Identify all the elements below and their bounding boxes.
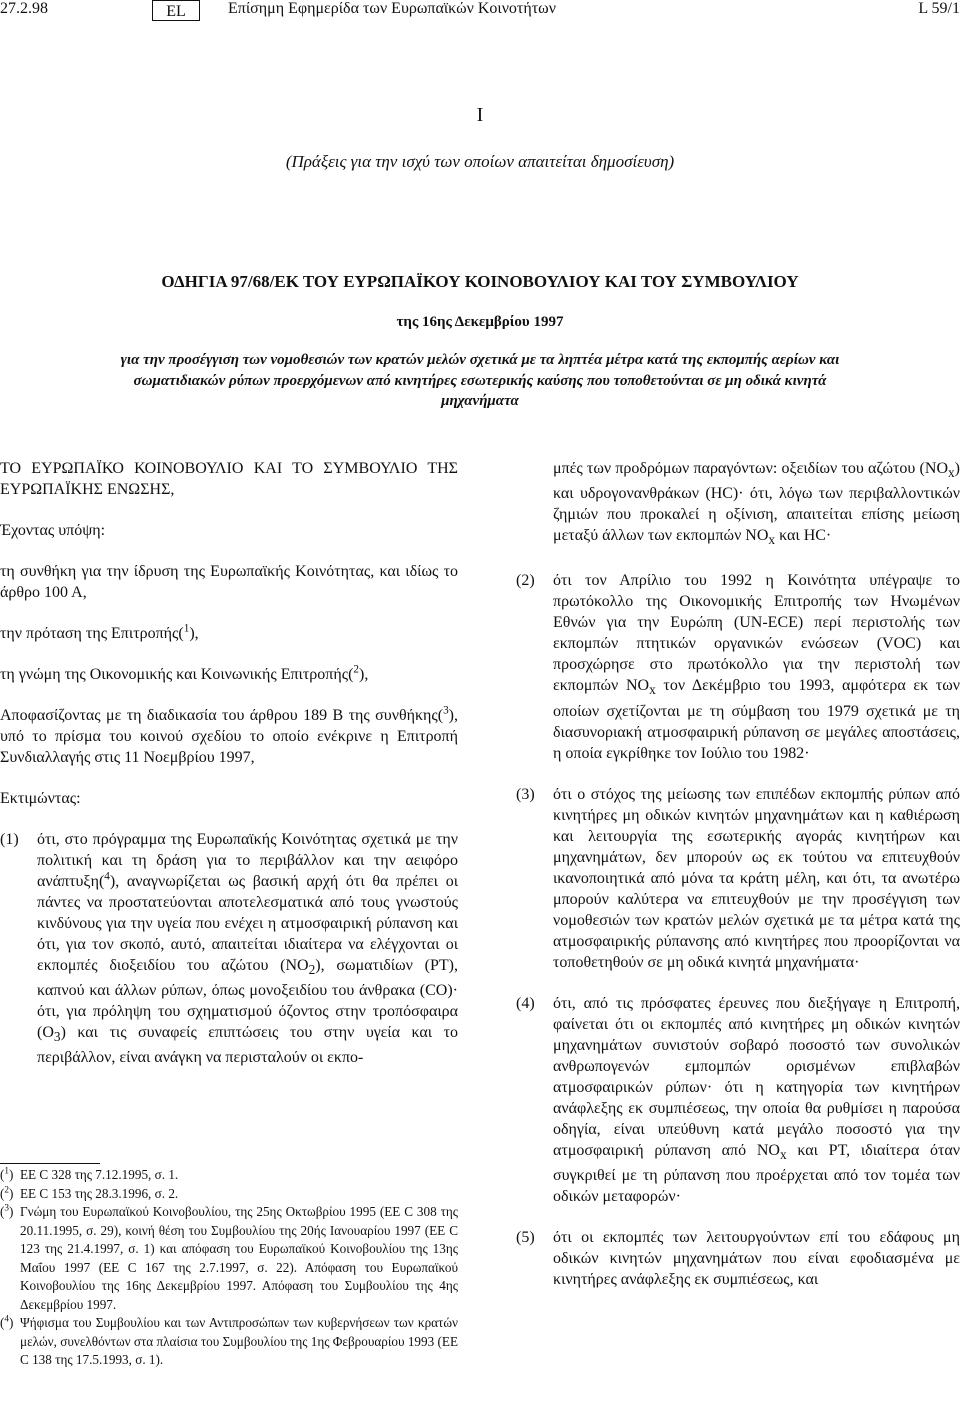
publication-date: 27.2.98 [0, 0, 48, 17]
citation-proposal-end: ), [189, 625, 199, 642]
recital-number: (1) [0, 831, 19, 848]
citation-proposal-text: την πρόταση της Επιτροπής [0, 625, 179, 642]
citation-opinion-end: ), [358, 666, 369, 683]
page-number: L 59/1 [918, 0, 960, 17]
footnote-text: ΕΕ C 328 της 7.12.1995, σ. 1. [20, 1167, 179, 1182]
footnote: ($^1$) ΕΕ C 328 της 7.12.1995, σ. 1. [0, 1166, 458, 1185]
language-badge: EL [152, 0, 200, 21]
citation-proposal: την πρόταση της Επιτροπής($^1$), [0, 622, 199, 642]
footnote-rule [0, 1163, 100, 1164]
citation-opinion-text: τη γνώμη της Οικονομικής και Κοινωνικής Επιτροπής [0, 666, 349, 683]
recital-3 [516, 784, 960, 973]
recital-1-cont-b: ) και υδρογονανθράκων (HC)· ότι, λόγω των περιβαλλοντικών ζημιών που προκαλεί η οξίνιση, απαιτείται επίσης μείωση μεταξύ άλλων των εκπομπών NO [553, 460, 960, 545]
subscript: x [649, 682, 656, 698]
subscript: x [948, 465, 955, 481]
recital-1-part-c: ), σωματιδίων (PT), καπνού και άλλων ρύπων, όπως μονοξειδίου του άνθρακα (CO)· ότι, για πρόληψη του σχηματισμού όζοντος στην τροπόσφαιρα (O [37, 957, 459, 1042]
footnote-number: 2 [4, 1184, 10, 1195]
footnote-number: 4 [4, 1313, 10, 1324]
directive-title: ΟΔΗΓΙΑ 97/68/ΕΚ ΤΟΥ ΕΥΡΩΠΑΪΚΟΥ ΚΟΙΝΟΒΟΥΛΙΟΥ ΚΑΙ ΤΟΥ ΣΥΜΒΟΥΛΙΟΥ [161, 272, 799, 291]
whereas-heading: Εκτιμώντας: [0, 790, 81, 807]
recital-1-part-b: ), αναγνωρίζεται ως βασική αρχή ότι θα πρέπει οι πάντες να προστατεύονται αποτελεσματικά από τους γνωστούς κινδύνους για την υγεία που ενέχει η ατμοσφαιρική ρύπανση και ότι, για τον σκοπό, αυτό, απαιτείται ιδιαίτερα να ελέγχονται οι εκπομπές διοξειδίου του αζώτου (NO [37, 873, 458, 974]
recital-4-part-b: και PT, ιδιαίτερα όταν συγκριθεί με τη ρύπανση που προέρχεται από τον τομέα των οδικών μεταφορών· [553, 1141, 960, 1205]
footnote-text: Ψήφισμα του Συμβουλίου και των Αντιπροσώπων των κυβερνήσεων των κρατών μελών, συνελθόντων στα πλαίσια του Συμβουλίου της 1ης Φεβρουαρίου 1993 (ΕΕ C 138 της 17.5.1993, σ. 1). [20, 1315, 459, 1367]
footnote-ref: 3 [443, 704, 449, 717]
footnote-number: 3 [4, 1202, 10, 1213]
recital-1 [0, 829, 458, 1068]
directive-date: της 16ης Δεκεμβρίου 1997 [396, 314, 564, 330]
preamble-intro: ΤΟ ΕΥΡΩΠΑΪΚΟ ΚΟΙΝΟΒΟΥΛΙΟ ΚΑΙ ΤΟ ΣΥΜΒΟΥΛΙΟ ΤΗΣ ΕΥΡΩΠΑΪΚΗΣ ΕΝΩΣΗΣ, [0, 460, 458, 498]
recital-text: ότι οι εκπομπές των λειτουργούντων επί του εδάφους μη οδικών κινητών μηχανημάτων που είναι εφοδιασμένα με κινητήρες ανάφλεξης εκ συμπιέσεως, και [553, 1228, 960, 1288]
recital-text [553, 458, 960, 550]
right-column [516, 458, 960, 1290]
footnote-ref: 1 [183, 622, 190, 635]
recital-1-part-a: ότι, στο πρόγραμμα της Ευρωπαϊκής Κοινότητας σχετικά με την πολιτική και τη δράση για το περιβάλλον και την αειφόρο ανάπτυξη [37, 831, 458, 890]
subscript: x [768, 532, 776, 548]
footnotes [0, 1166, 458, 1370]
footnote-ref: 2 [353, 663, 359, 676]
having-regard: Έχοντας υπόψη: [0, 522, 106, 539]
section-number: I [476, 104, 484, 126]
recital-1-part-d: ) και τις συναφείς επιπτώσεις του στην υγεία και το περιβάλλον, είναι ανάγκη να περισταλούν οι εκπο- [37, 1024, 458, 1067]
recital-2-part-a: ότι τον Απρίλιο του 1992 η Κοινότητα υπέγραψε το πρωτόκολλο της Οικονομικής Επιτροπής των Ηνωμένων Εθνών για την Ευρώπη (UN-ECE) περί περιστολής των εκπομπών πτητικών οργανικών ενώσεων (VOC) και προσχώρησε στο πρωτόκολλο για την περιστολή των εκπομπών NO [553, 572, 960, 695]
left-column [0, 458, 458, 1068]
footnote-text: ΕΕ C 153 της 28.3.1996, σ. 2. [20, 1185, 179, 1201]
footnote-number: 1 [4, 1165, 10, 1176]
journal-title: Επίσημη Εφημερίδα των Ευρωπαϊκών Κοινοτήτων [228, 0, 556, 17]
footnote: ($^3$) Γνώμη του Ευρωπαϊκού Κοινοβουλίου, της 25ης Οκτωβρίου 1995 (ΕΕ C 308 της 20.11.1995, σ. 29), κοινή θέση του Συμβουλίου της 20ής Ιανουαρίου 1997 (ΕΕ C 123 της 21.4.1997, σ. 1) και απόφαση του Ευρωπαϊκού Κοινοβουλίου της 13ης Μαΐου 1997 (ΕΕ C 167 της 2.7.1997, σ. 22). Απόφαση του Ευρωπαϊκού Κοινοβουλίου της 16ης Δεκεμβρίου 1997. Απόφαση του Συμβουλίου της 4ης Δεκεμβρίου 1997. [0, 1203, 458, 1314]
citation-opinion: τη γνώμη της Οικονομικής και Κοινωνικής Επιτροπής($^2$), [0, 663, 369, 683]
subscript: 3 [53, 1029, 61, 1045]
recital-5 [516, 1227, 960, 1290]
page-header [0, 0, 960, 22]
subscript: x [779, 1146, 787, 1162]
recital-2-part-b: τον Δεκέμβριο του 1993, αμφότερα εκ των οποίων σχετίζονται με τη σύμβαση του 1979 σχετικά με τη διασυνοριακή ατμοσφαιρική ρύπανση σε μεγάλες αποστάσεις, η οποία εγκρίθηκε τον Ιούλιο του 1982· [553, 677, 960, 762]
footnote-ref: 4 [104, 870, 110, 883]
recital-2 [516, 570, 960, 763]
section-subtitle: (Πράξεις για την ισχύ των οποίων απαιτείται δημοσίευση) [285, 152, 675, 171]
recital-number: (4) [516, 994, 535, 1012]
recital-text [553, 570, 960, 763]
recital-text [553, 993, 960, 1207]
recital-1-cont-a: μπές των προδρόμων παραγόντων: οξειδίων του αζώτου (NO [553, 460, 948, 477]
recital-1-cont-c: και HC· [775, 527, 832, 545]
recital-4 [516, 993, 960, 1207]
subscript: 2 [308, 962, 316, 978]
citation-treaty: τη συνθήκη για την ίδρυση της Ευρωπαϊκής Κοινότητας, και ιδίως το άρθρο 100 Α, [0, 563, 458, 601]
recital-text: ότι ο στόχος της μείωσης των επιπέδων εκπομπής ρύπων από κινητήρες μη οδικών κινητών μηχανημάτων και η καθιέρωση και λειτουργία της εσωτερικής αγοράς κινητήρων και μηχανημάτων, δεν μπορούν ως εκ τούτου να επιτευχθούν ικανοποιητικά από μόνα τα κράτη μέλη, και ότι, τα ανωτέρω μπορούν καλύτερα να επιτευχθούν με την προσέγγιση των νομοθεσιών των κρατών μελών σχετικά με τα μέτρα κατά της ατμοσφαιρικής ρύπανσης από κινητήρες που προορίζονται να τοποθετηθούν σε μη οδικά κινητά μηχανήματα· [553, 785, 960, 971]
recital-number: (5) [516, 1228, 535, 1246]
recital-text: ότι, στο πρόγραμμα της Ευρωπαϊκής Κοινότητας σχετικά με την πολιτική και τη δράση για το περιβάλλον και την αειφόρο ανάπτυξη($^4$), αναγνωρίζεται ως βασική αρχή ότι θα πρέπει οι πάντες να προστατεύονται αποτελεσματικά από τους γνωστούς κινδύνους για την υγεία που ενέχει η ατμοσφαιρική ρύπανση και ότι, για τον σκοπό, αυτό, απαιτείται ιδιαίτερα να ελέγχονται οι εκπομπές διοξειδίου του αζώτου $(NO_2)$, σωματιδίων (PT), καπνού και άλλων ρύπων, όπως μονοξειδίου του άνθρακα (CO)· ότι, για πρόληψη του σχηματισμού όζοντος στην τροπόσφαιρα $(O_3)$ και τις συναφείς επιπτώσεις του στην υγεία και το περιβάλλον, είναι ανάγκη να περισταλούν οι εκπο- [37, 831, 459, 1067]
directive-description: για την προσέγγιση των νομοθεσιών των κρατών μελών σχετικά με τα ληπτέα μέτρα κατά της εκπομπής αερίων και σωματιδιακών ρύπων προερχόμενων από κινητήρες εσωτερικής καύσης που τοποθετούνται σε μη οδικά κινητά μηχανήματα [120, 352, 840, 409]
recital-number: (2) [516, 572, 535, 590]
citation-procedure-text: Αποφασίζοντας με τη διαδικασία του άρθρου 189 Β της συνθήκης [0, 707, 438, 724]
recital-1-continued [516, 458, 960, 550]
recital-number: (3) [516, 785, 535, 803]
footnote-text: Γνώμη του Ευρωπαϊκού Κοινοβουλίου, της 25ης Οκτωβρίου 1995 (ΕΕ C 308 της 20.11.1995, σ. 29), κοινή θέση του Συμβουλίου της 20ής Ιανουαρίου 1997 (ΕΕ C 123 της 21.4.1997, σ. 1) και απόφαση του Ευρωπαϊκού Κοινοβουλίου της 13ης Μαΐου 1997 (ΕΕ C 167 της 2.7.1997, σ. 22). Απόφαση του Ευρωπαϊκού Κοινοβουλίου της 16ης Δεκεμβρίου 1997. Απόφαση του Συμβουλίου της 4ης Δεκεμβρίου 1997. [20, 1204, 458, 1312]
recital-4-part-a: ότι, από τις πρόσφατες έρευνες που διεξήγαγε η Επιτροπή, φαίνεται ότι οι εκπομπές από κινητήρες μη οδικών κινητών μηχανημάτων συνιστούν σοβαρό ποσοστό των συνολικών ανθρωπογενών εμπομπών ορισμένων επιβλαβών ατμοσφαιρικών ρύπων· ότι η κατηγορία των κινητήρων ανάφλεξης εκ συμπιέσεως, την οποία θα ρυθμίσει η παρούσα οδηγία, είναι υπεύθυνη κατά μεγάλο ποσοστό για την ατμοσφαιρική ρύπανση από NO [553, 994, 960, 1159]
citation-procedure-end: ), υπό το πρίσμα του κοινού σχεδίου το οποίο ενέκρινε η Επιτροπή Συνδιαλλαγής στις 11 Νοεμβρίου 1997, [0, 707, 458, 766]
citation-procedure: Αποφασίζοντας με τη διαδικασία του άρθρου 189 Β της συνθήκης($^3$), υπό το πρίσμα του κοινού σχεδίου το οποίο ενέκρινε η Επιτροπή Συνδιαλλαγής στις 11 Νοεμβρίου 1997, [0, 704, 458, 766]
footnote: ($^2$) ΕΕ C 153 της 28.3.1996, σ. 2. [0, 1185, 458, 1204]
footnote: ($^4$) Ψήφισμα του Συμβουλίου και των Αντιπροσώπων των κυβερνήσεων των κρατών μελών, συνελθόντων στα πλαίσια του Συμβουλίου της 1ης Φεβρουαρίου 1993 (ΕΕ C 138 της 17.5.1993, σ. 1). [0, 1314, 458, 1370]
